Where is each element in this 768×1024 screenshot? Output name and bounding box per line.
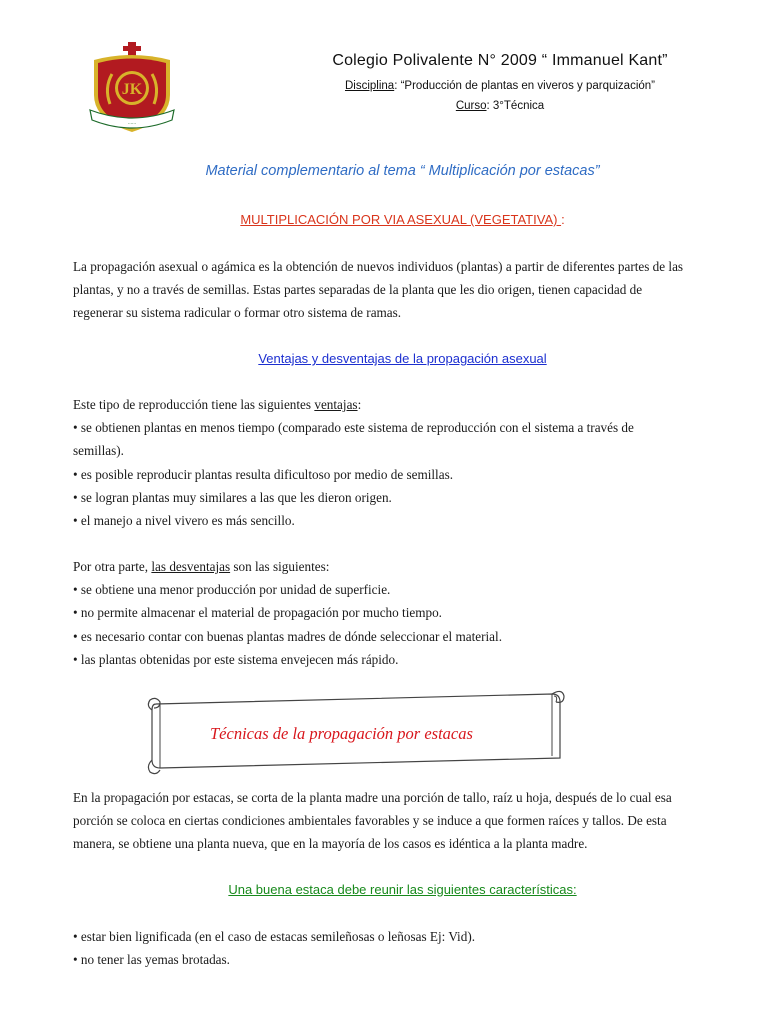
- logo-letters: JK: [121, 81, 143, 98]
- paragraph-line: plantas, y no a través de semillas. Estas partes separadas de la planta que les dio origen, tienen capacidad de: [73, 282, 643, 298]
- advantages-intro-pre: Este tipo de reproducción tiene las siguientes: [73, 397, 315, 412]
- advantages-intro: [73, 393, 759, 416]
- disadvantage-item: • es necesario contar con buenas plantas madres de dónde seleccionar el material.: [73, 628, 502, 644]
- discipline-value: : “Producción de plantas en viveros y parquización”: [394, 80, 656, 92]
- school-crest-logo: [82, 40, 182, 136]
- advantages-block: [73, 393, 759, 532]
- school-name-heading: Colegio Polivalente N° 2009 “ Immanuel Kant”: [332, 52, 668, 69]
- discipline-line: [230, 80, 768, 92]
- course-line: [230, 100, 768, 112]
- disadvantages-word: las desventajas: [151, 559, 231, 574]
- advantage-item: semillas).: [73, 443, 124, 459]
- advantages-intro-post: :: [357, 397, 362, 412]
- disadvantage-item: • no permite almacenar el material de propagación por mucho tiempo.: [73, 605, 442, 621]
- asexual-heading-text: MULTIPLICACIÓN POR VIA ASEXUAL (VEGETATIVA): [240, 212, 562, 227]
- cuttings-techniques-banner-title: Técnicas de la propagación por estacas: [210, 724, 473, 743]
- characteristic-item: • no tener las yemas brotadas.: [73, 952, 230, 967]
- advantage-item: • es posible reproducir plantas resulta dificultoso por medio de semillas.: [73, 466, 454, 482]
- disadvantages-intro-post: son las siguientes:: [230, 559, 330, 574]
- course-label: Curso: [455, 100, 487, 112]
- advantages-disadvantages-heading: Ventajas y desventajas de la propagación asexual: [258, 351, 547, 366]
- logo-ribbon-text: ......: [127, 120, 137, 126]
- good-cutting-characteristics-heading: Una buena estaca debe reunir las siguientes características:: [228, 882, 577, 897]
- course-value: : 3°Técnica: [486, 100, 545, 112]
- advantage-item: • se logran plantas muy similares a las que les dieron origen.: [73, 489, 392, 505]
- disadvantages-intro-pre: Por otra parte,: [73, 559, 152, 574]
- disadvantages-block: [73, 555, 759, 671]
- advantage-item: • el manejo a nivel vivero es más sencillo.: [73, 513, 295, 529]
- cuttings-paragraph: [73, 786, 759, 856]
- disadvantage-item: • las plantas obtenidas por este sistema envejecen más rápido.: [73, 651, 399, 667]
- disadvantages-intro: [73, 555, 759, 578]
- paragraph-line: manera, se obtiene una planta nueva, que en la mayoría de los casos es idéntica a la planta madre.: [73, 836, 588, 852]
- advantage-item: • se obtienen plantas en menos tiempo (comparado este sistema de reproducción con el sistema a través de: [73, 420, 634, 436]
- advantages-word: ventajas: [314, 397, 358, 412]
- characteristic-item: • estar bien lignificada (en el caso de estacas semileñosas o leñosas Ej: Vid).: [73, 929, 476, 944]
- disadvantage-item: • se obtiene una menor producción por unidad de superficie.: [73, 582, 391, 598]
- asexual-heading-colon: :: [561, 212, 565, 227]
- asexual-multiplication-heading: [0, 212, 768, 227]
- discipline-label: Disciplina: [344, 80, 395, 92]
- paragraph-line: La propagación asexual o agámica es la obtención de nuevos individuos (plantas) a partir de diferentes partes de las: [73, 259, 684, 274]
- document-subtitle: Material complementario al tema “ Multiplicación por estacas”: [205, 163, 600, 179]
- characteristics-list: [73, 925, 475, 971]
- paragraph-line: porción se coloca en ciertas condiciones ambientales favorables y se induce a que formen raíces y tallos. De esta: [73, 813, 667, 829]
- asexual-intro-paragraph: [73, 255, 759, 325]
- paragraph-line: regenerar su sistema radicular o formar otro sistema de ramas.: [73, 305, 402, 321]
- paragraph-line: En la propagación por estacas, se corta de la planta madre una porción de tallo, raíz u hoja, después de lo cual esa: [73, 790, 672, 805]
